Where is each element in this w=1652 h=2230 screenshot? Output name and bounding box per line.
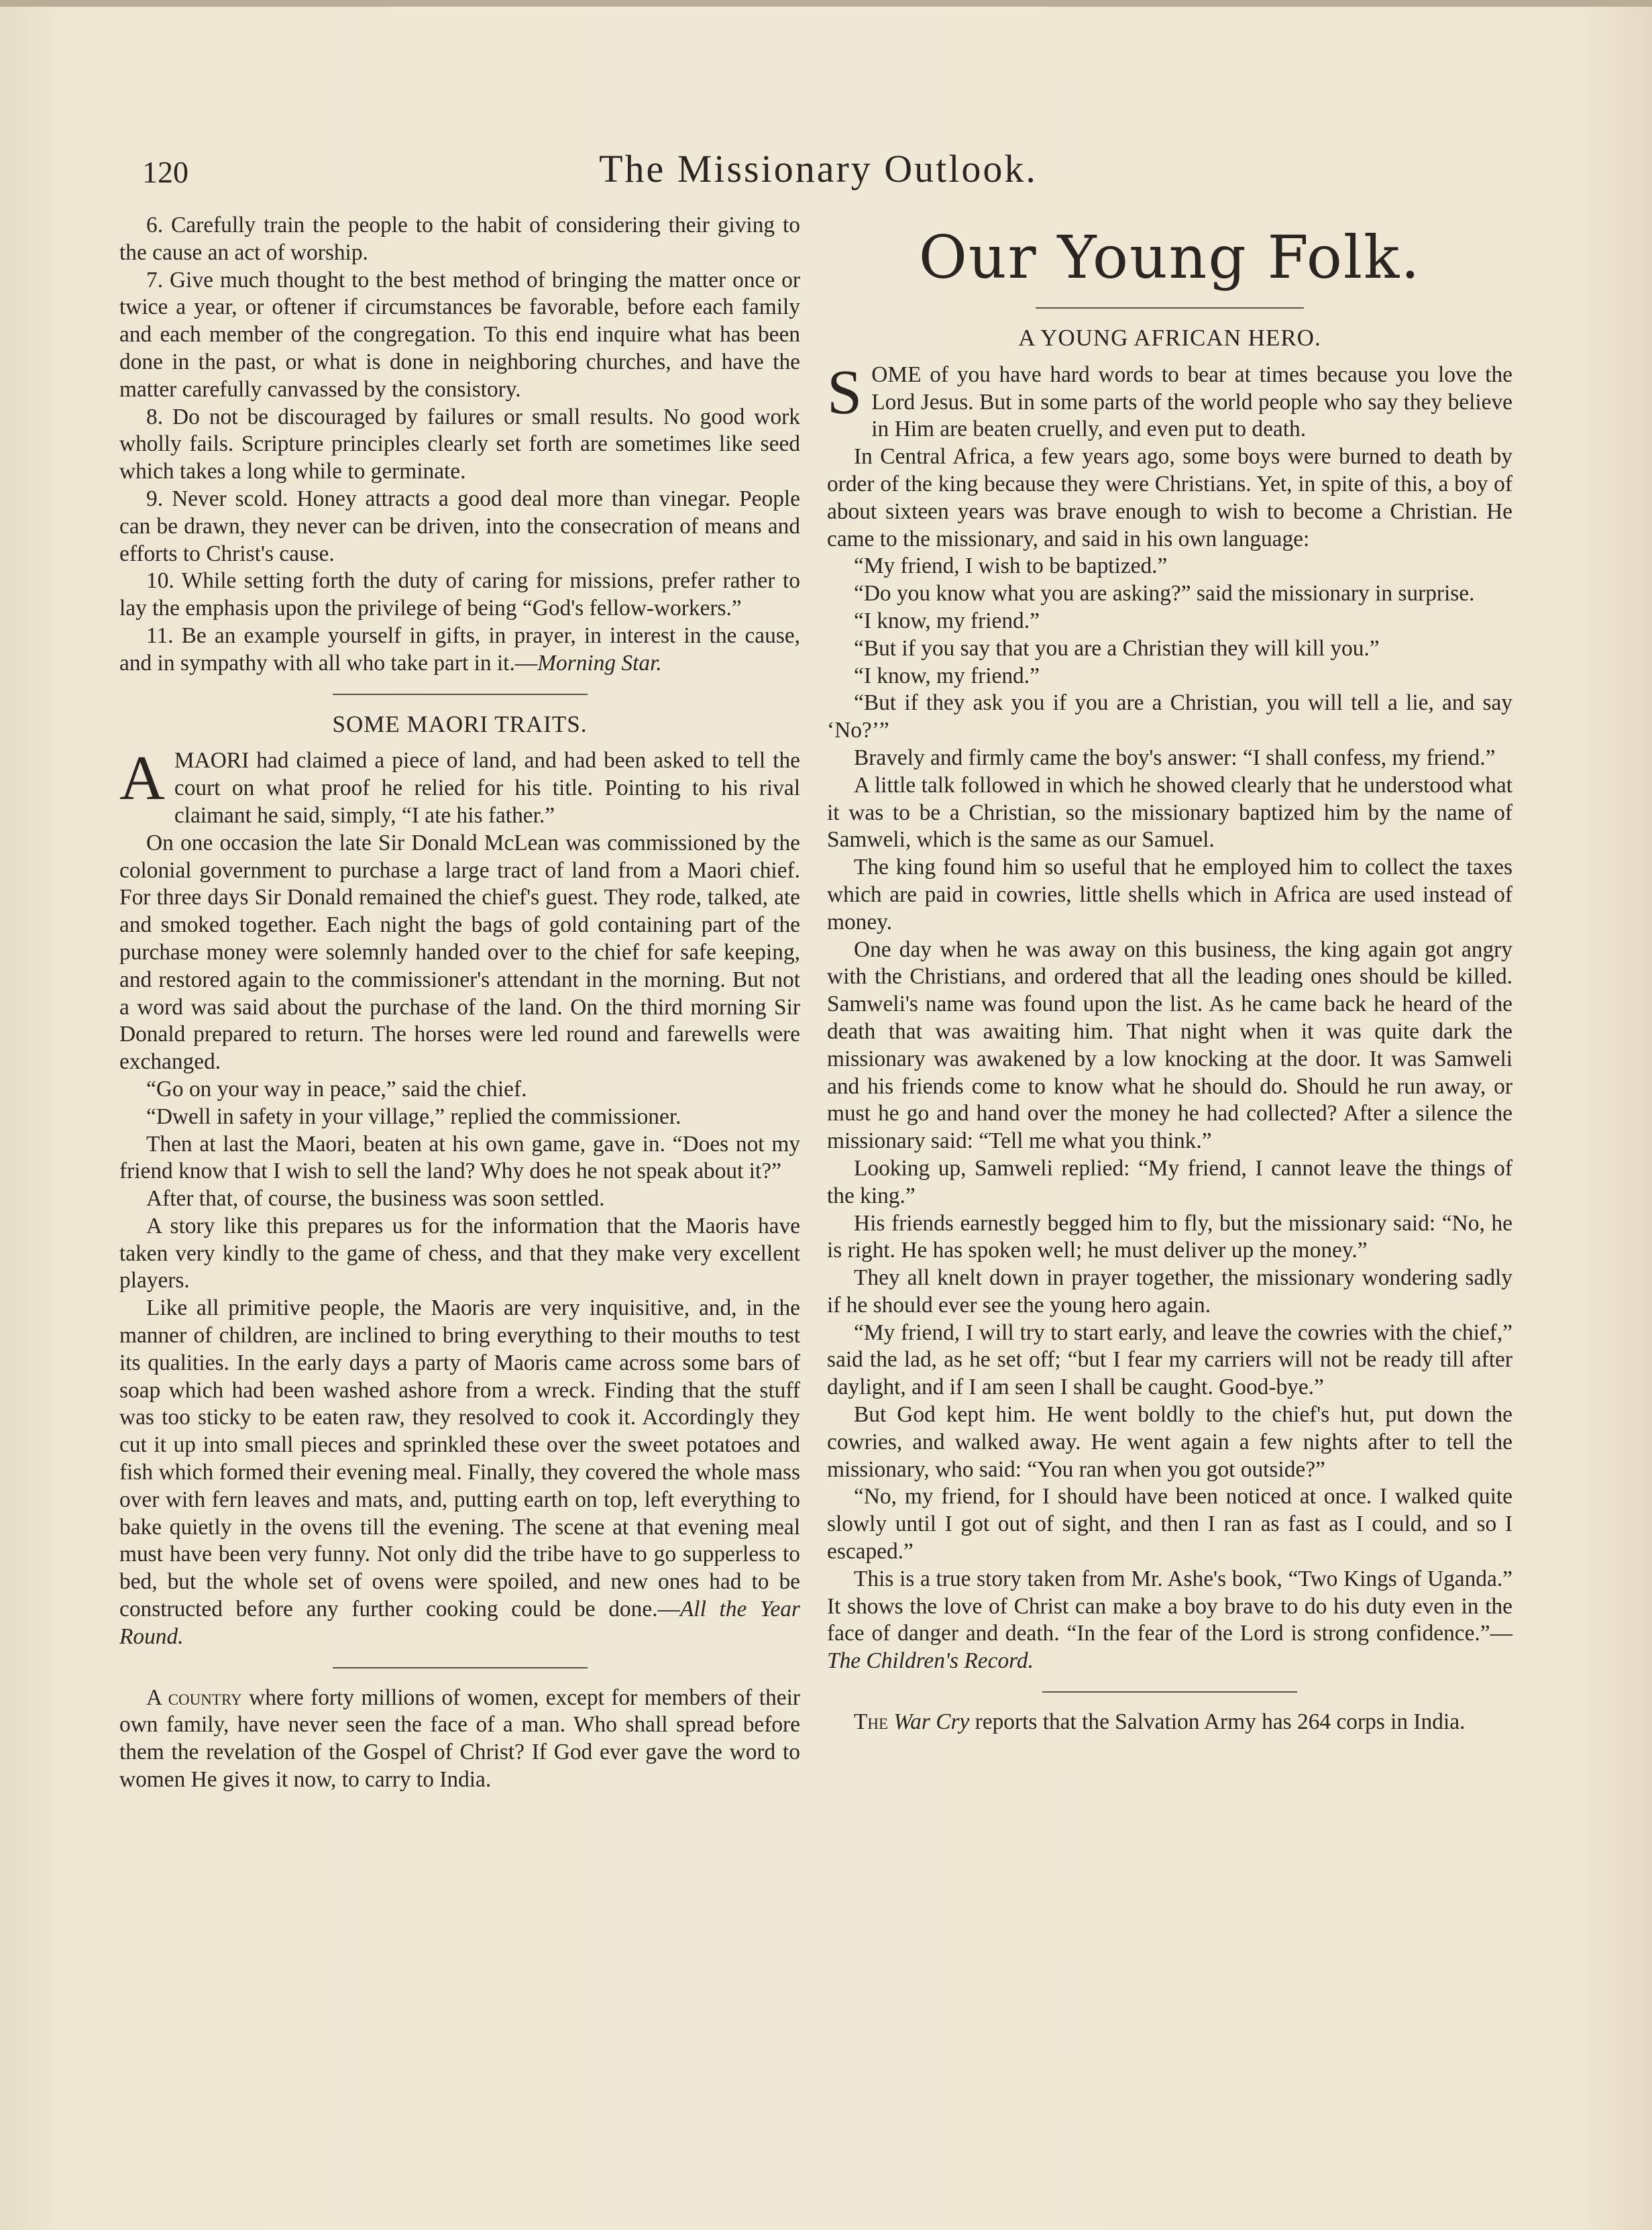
country-paragraph (119, 1685, 800, 1794)
section-heading-story: A YOUNG AFRICAN HERO. (1018, 325, 1321, 351)
paragraph-text: MAORI had claimed a piece of land, and had been asked to tell the court on what proof he relied for his title. Pointing to his rival claimant he said, simply, “I ate his father.” (174, 748, 800, 828)
lead-words: The (854, 1709, 889, 1735)
paragraph: “Do you know what you are asking?” said the missionary in surprise. (854, 581, 1475, 606)
list-item (119, 623, 800, 678)
drop-cap: S (827, 357, 863, 427)
paragraph: “But if they ask you if you are a Christian, you will tell a lie, and say ‘No?’” (827, 690, 1512, 743)
paragraph: Bravely and firmly came the boy's answer: “I shall confess, my friend.” (854, 745, 1496, 770)
section-divider (333, 694, 588, 695)
list-item: 7. Give much thought to the best method of bringing the matter once or twice a year, or oftener if circumstances be favorable, before each family and each member of the congregation. To this end inquire what has been done in the past, or what is done in neighboring churches, and have the matter carefully canvassed by the consistory. (119, 267, 800, 402)
list-item: 8. Do not be discouraged by failures or small results. No good work wholly fails. Scripture principles clearly set forth are sometimes like seed which takes a long while to germinate. (119, 404, 800, 484)
running-title: The Missionary Outlook. (599, 147, 1038, 191)
section-divider (333, 1667, 588, 1668)
paragraph: “I know, my friend.” (854, 608, 1040, 633)
left-column (119, 212, 800, 1794)
paragraph: “But if you say that you are a Christian they will kill you.” (854, 635, 1380, 661)
paragraph-text: Like all primitive people, the Maoris are very inquisitive, and, in the manner of children, are inclined to bring everything to their mouths to test its qualities. In the early days a party of Maoris came across some bars of soap which had been washed ashore from a wreck. Finding that the stuff was too sticky to be eaten raw, they resolved to cook it. Accordingly they cut it up into small pieces and sprinkled these over the sweet potatoes and fish which formed their evening meal. Finally, they covered the whole mass over with fern leaves and mats, and, putting earth on top, left everything to bake quietly in the ovens till the evening. The scene at that evening meal must have been very funny. Not only did the tribe have to go supperless to bed, but the whole set of ovens were spoiled, and new ones had to be constructed before any further cooking could be done.— (119, 1295, 800, 1622)
paragraph: One day when he was away on this business, the king again got angry with the Christians, and ordered that all the leading ones should be killed. Samweli's name was found upon the list. As he came back he heard of the death that was awaiting him. That night when it was quite dark the missionary was awakened by a low knocking at the door. It was Samweli and his friends come to know what he should do. Should he run away, or must he go and hand over the money he had collected? After a silence the missionary said: “Tell me what you think.” (827, 937, 1512, 1154)
item-text: 11. Be an example yourself in gifts, in prayer, in interest in the cause, and in sympathy with all who take part in it.— (119, 623, 800, 676)
list-item: 10. While setting forth the duty of caring for missions, prefer rather to lay the emphasis upon the privilege of being “God's fellow-workers.” (119, 568, 800, 621)
paragraph: “No, my friend, for I should have been noticed at once. I walked quite slowly until I got out of sight, and then I ran as fast as I could, and so I escaped.” (827, 1484, 1512, 1564)
page-number: 120 (142, 155, 188, 189)
drop-cap: A (119, 743, 165, 814)
publication-name: War Cry (893, 1709, 970, 1735)
right-column (827, 212, 1512, 1736)
paragraph: “Go on your way in peace,” said the chief. (146, 1076, 527, 1102)
paragraph-source: All the Year Round. (119, 1597, 800, 1649)
paragraph: The king found him so useful that he employed him to collect the taxes which are paid in cowries, little shells which in Africa are used instead of money. (827, 855, 1512, 935)
item-source: Morning Star. (537, 650, 662, 676)
paragraph: They all knelt down in prayer together, the missionary wondering sadly if he should ever see the young hero again. (827, 1265, 1512, 1318)
paragraph: “I know, my friend.” (854, 663, 1040, 688)
paragraph (119, 1295, 800, 1650)
section-title: Our Young Folk. (918, 223, 1421, 292)
paragraph: In Central Africa, a few years ago, some boys were burned to death by order of the king because they were Christians. Yet, in spite of this, a boy of about sixteen years was brave enough to wish to become a Christian. He came to the missionary, and said in his own language: (827, 444, 1512, 551)
paragraph-text: OME of you have hard words to bear at times because you love the Lord Jesus. But in some parts of the world people who say they believe in Him are beaten cruelly, and even put to death. (871, 362, 1512, 442)
paragraph: “My friend, I will try to start early, and leave the cowries with the chief,” said the lad, as he set off; “but I fear my carriers will not be ready till after daylight, and if I am seen I shall be caught. Good-bye.” (827, 1320, 1512, 1400)
section-divider (1042, 1691, 1297, 1693)
list-item: 9. Never scold. Honey attracts a good deal more than vinegar. People can be drawn, they never can be driven, into the consecration of means and efforts to Christ's cause. (119, 486, 800, 566)
paragraph-text: where forty millions of women, except for members of their own family, have never seen the face of a man. Who shall spread before them the revelation of the Gospel of Christ? If God ever gave the word to women He gives it now, to carry to India. (119, 1685, 800, 1793)
paragraph-text: reports that the Salvation Army has 264 corps in India. (969, 1709, 1466, 1735)
paragraph: But God kept him. He went boldly to the chief's hut, put down the cowries, and walked away. He went again a few nights after to tell the missionary, who said: “You ran when you got outside?” (827, 1402, 1512, 1482)
paragraph (827, 1566, 1512, 1675)
story-first-paragraph (827, 357, 1512, 443)
paragraph: “Dwell in safety in your village,” replied the commissioner. (146, 1104, 681, 1129)
paragraph: A little talk followed in which he showed clearly that he understood what it was to be a Christian, so the missionary baptized him by the name of Samweli, which is the same as our Samuel. (827, 772, 1512, 853)
page-top-edge (0, 0, 1652, 7)
section-heading-maori: SOME MAORI TRAITS. (332, 710, 588, 737)
lead-words: A country (146, 1685, 242, 1710)
paragraph-text: This is a true story taken from Mr. Ashe's book, “Two Kings of Uganda.” It shows the love of Christ can make a boy brave to do his duty even in the face of danger and death. “In the fear of the Lord is strong confidence.”— (827, 1566, 1512, 1646)
paragraph: Looking up, Samweli replied: “My friend, I cannot leave the things of the king.” (827, 1155, 1512, 1208)
paragraph: After that, of course, the business was soon settled. (146, 1186, 605, 1212)
page-header (134, 146, 1502, 200)
paragraph: A story like this prepares us for the information that the Maoris have taken very kindly to the game of chess, and that they make very excellent players. (119, 1213, 800, 1293)
paragraph: His friends earnestly begged him to fly, but the missionary said: “No, he is right. He has spoken well; he must deliver up the money.” (827, 1210, 1512, 1263)
maori-first-paragraph (119, 743, 800, 829)
paragraph: “My friend, I wish to be baptized.” (854, 553, 1168, 579)
warcry-paragraph (827, 1709, 1512, 1736)
section-divider (1036, 307, 1304, 309)
paragraph-source: The Children's Record. (827, 1648, 1034, 1674)
list-item: 6. Carefully train the people to the habit of considering their giving to the cause an act of worship. (119, 213, 800, 265)
paragraph: Then at last the Maori, beaten at his own game, gave in. “Does not my friend know that I wish to sell the land? Why does he not speak about it?” (119, 1131, 800, 1184)
paragraph: On one occasion the late Sir Donald McLean was commissioned by the colonial government to purchase a large tract of land from a Maori chief. For three days Sir Donald remained the chief's guest. They rode, talked, ate and smoked together. Each night the bags of gold containing part of the purchase money were solemnly handed over to the chief for safe keeping, and restored again to the commissioner's attendant in the morning. But not a word was said about the purchase of the land. On the third morning Sir Donald prepared to return. The horses were led round and farewells were exchanged. (119, 830, 800, 1075)
